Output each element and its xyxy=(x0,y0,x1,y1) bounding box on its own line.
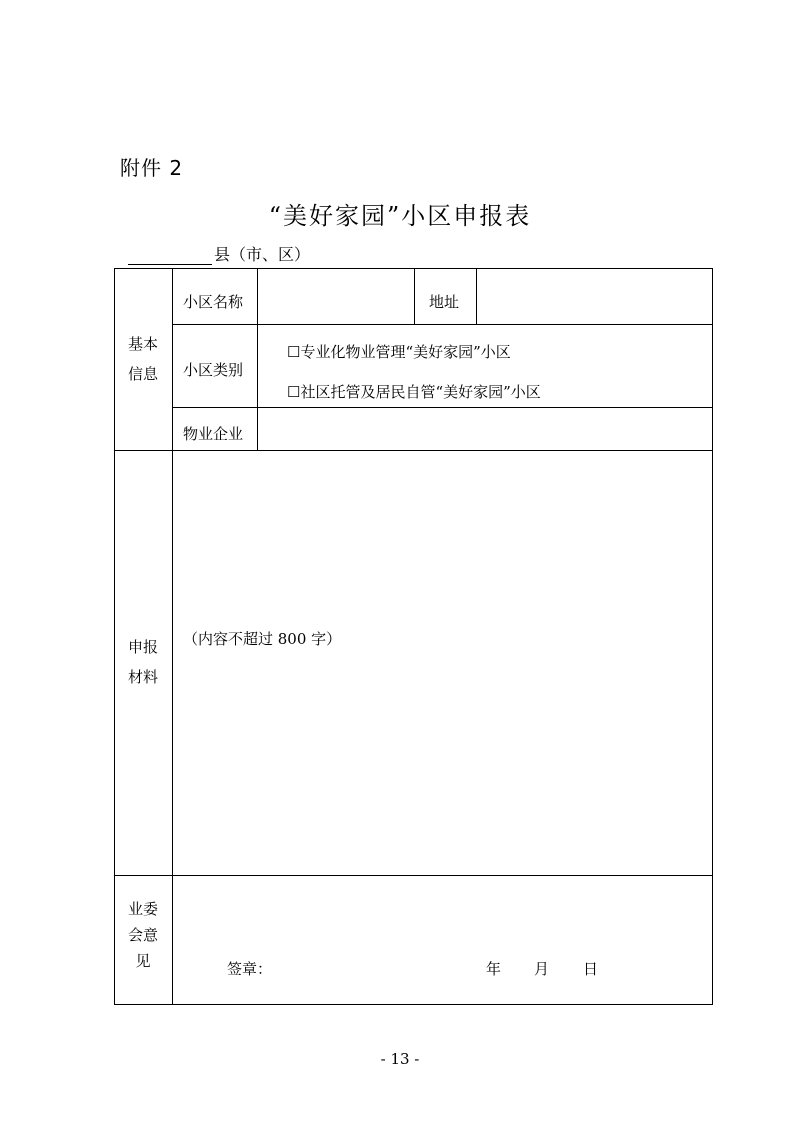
day-label: 日 xyxy=(583,960,599,978)
type-option-professional[interactable]: ☐专业化物业管理“美好家园”小区 xyxy=(287,343,511,361)
property-company-label: 物业企业 xyxy=(183,425,244,443)
table-border-bottom xyxy=(114,1004,713,1005)
attachment-label: 附件 2 xyxy=(120,156,184,180)
address-label: 地址 xyxy=(429,293,460,311)
property-company-field[interactable] xyxy=(258,408,712,450)
month-label: 月 xyxy=(534,960,550,978)
page-number: - 13 - xyxy=(380,1050,420,1068)
address-field[interactable] xyxy=(477,269,712,324)
year-label: 年 xyxy=(486,960,502,978)
application-content-hint: （内容不超过 800 字） xyxy=(183,630,342,648)
row-divider xyxy=(172,324,713,325)
community-type-label: 小区类别 xyxy=(183,361,244,379)
row-divider xyxy=(114,450,713,451)
community-name-field[interactable] xyxy=(258,269,414,324)
table-border-right xyxy=(712,268,713,1005)
column-divider xyxy=(172,268,173,1005)
committee-opinion-label: 业委 会意 见 xyxy=(127,900,158,970)
community-name-label: 小区名称 xyxy=(183,293,244,311)
page-title: “美好家园”小区申报表 xyxy=(268,202,532,230)
column-divider xyxy=(414,268,415,325)
basic-info-label: 基本 信息 xyxy=(127,335,158,383)
application-material-label: 申报 材料 xyxy=(127,638,158,686)
county-suffix: 县（市、区） xyxy=(214,245,311,264)
signature-label: 签章： xyxy=(227,960,273,978)
type-option-self-managed[interactable]: ☐社区托管及居民自管“美好家园”小区 xyxy=(287,383,541,401)
row-divider xyxy=(114,875,713,876)
